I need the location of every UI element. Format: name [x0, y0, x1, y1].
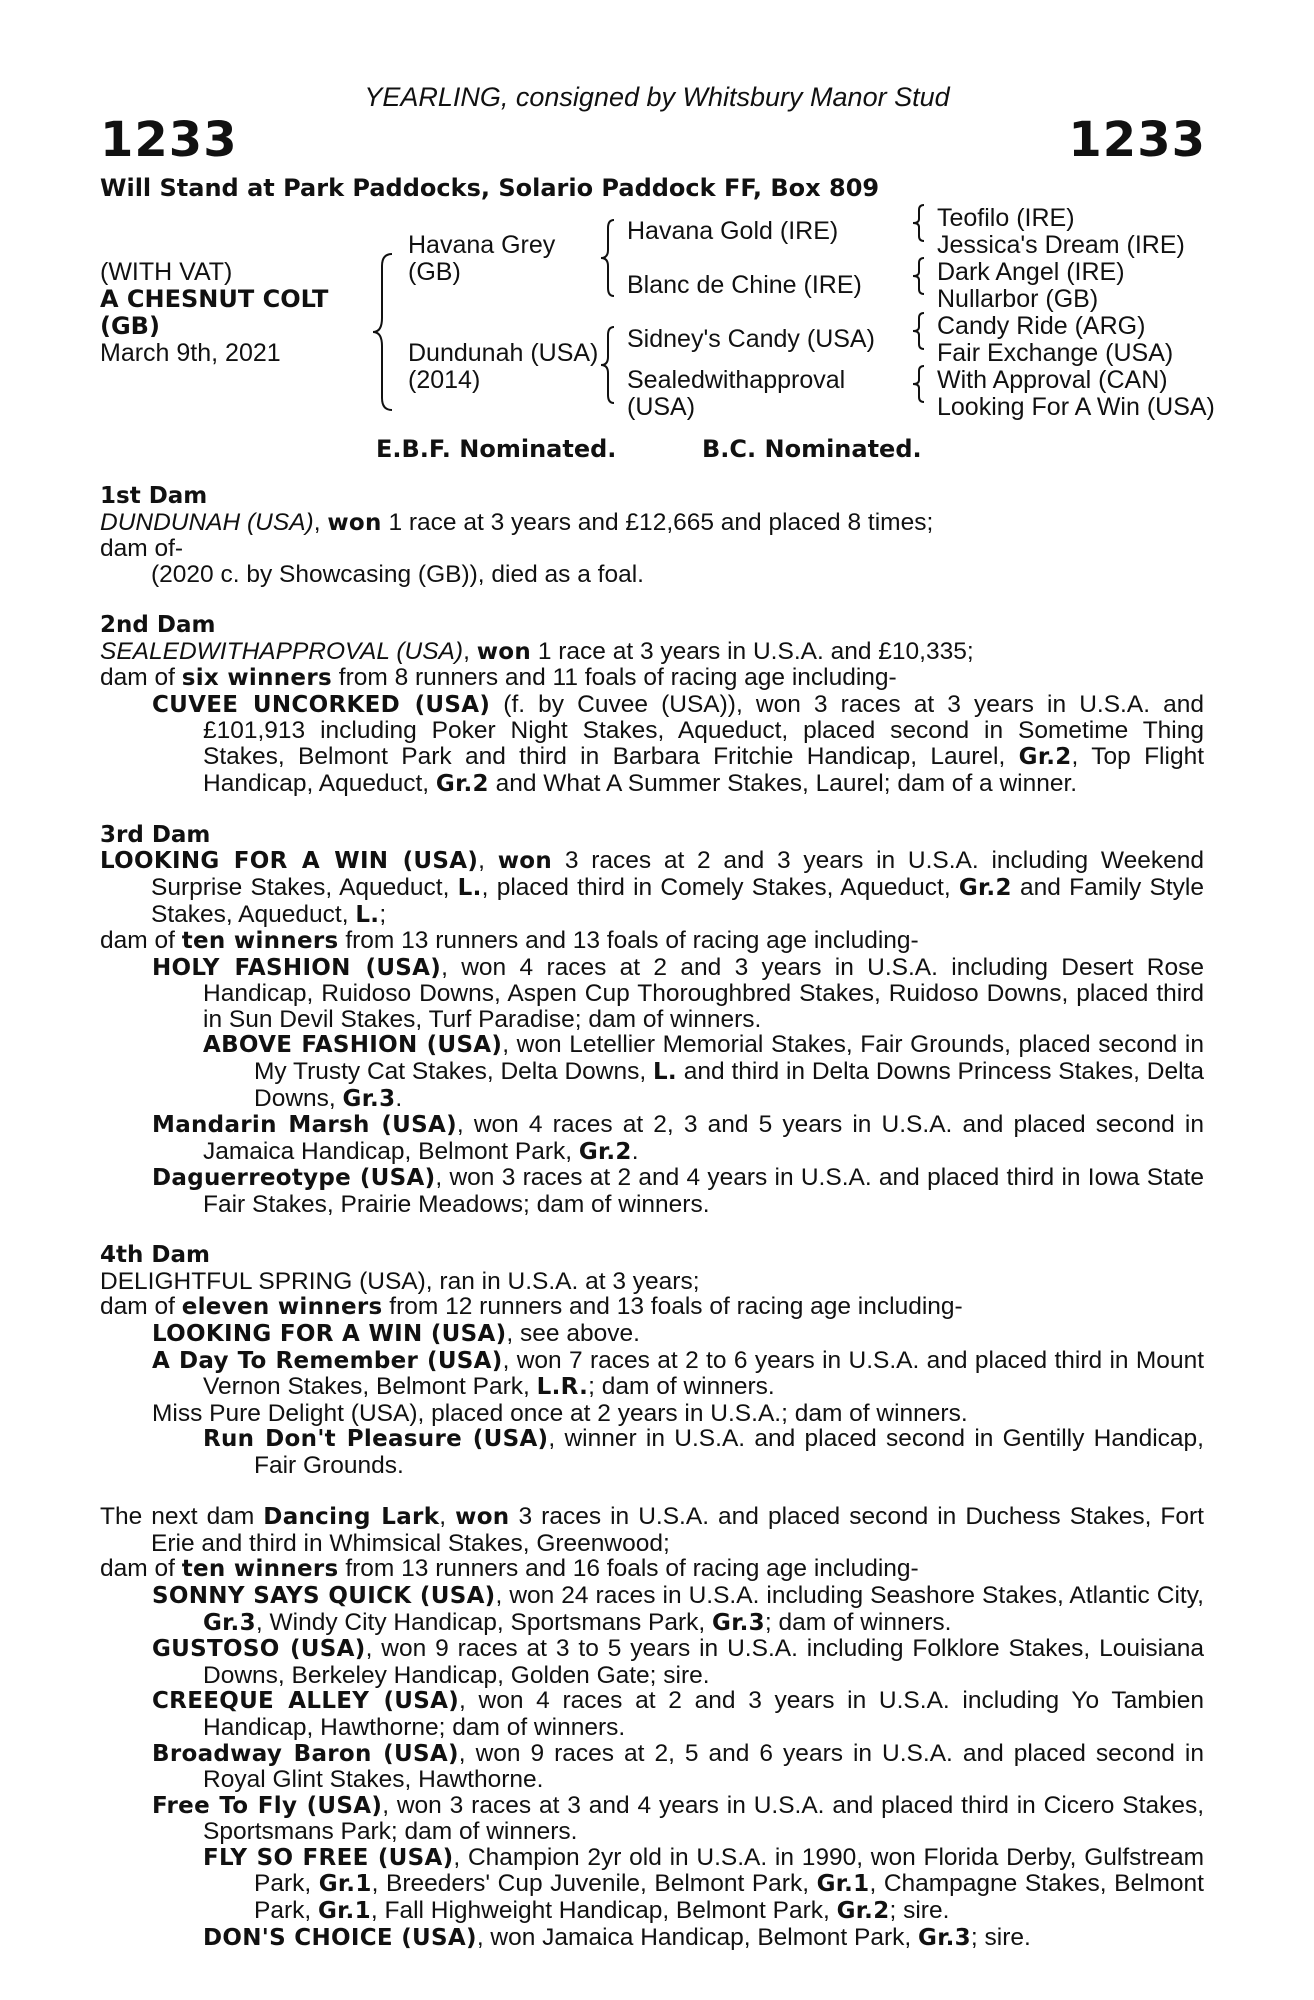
dam-sire: Sidney's Candy (USA)	[627, 325, 875, 353]
third-dam-section: 3rd Dam LOOKING FOR A WIN (USA), won 3 races at 2 and 3 years in U.S.A. including Weekend Surprise Stakes, Aqueduct, L., placed third in Comely Stakes, Aqueduct, Gr.2 and Family Style Stakes, Aqueduct, L.; dam of ten winners from 13 runners and 13 foals of racing age including- HOLY FASHION (USA), won 4 races at 2 and 3 years in U.S.A. including Desert Rose Handicap, Ruidoso Downs, Aspen Cup Thoroughbred Stakes, Ruidoso Downs, placed third in Sun Devil Stakes, Turf Paradise; dam of winners. ABOVE FASHION (USA), won Letellier Memorial Stakes, Fair Grounds, placed second in My Trusty Cat Stakes, Delta Downs, L. and third in Delta Downs Princess Stakes, Delta Downs, Gr.3. Mandarin Marsh (USA), won 4 races at 2, 3 and 5 years in U.S.A. and placed second in Jamaica Handicap, Belmont Park, Gr.2. Daguerreotype (USA), won 3 races at 2 and 4 years in U.S.A. and placed third in Iowa State Fair Stakes, Prairie Meadows; dam of winners.	[100, 821, 1204, 1219]
vat-note: (WITH VAT)	[100, 258, 233, 286]
produce-entry: A Day To Remember (USA), won 7 races at 2 to 6 years in U.S.A. and placed third in Mount Vernon Stakes, Belmont Park, L.R.; dam of winners.	[152, 1346, 1204, 1401]
dss: Candy Ride (ARG)	[937, 312, 1146, 340]
horse-country: (GB)	[100, 312, 160, 340]
grand-produce-entry: DON'S CHOICE (USA), won Jamaica Handicap, Belmont Park, Gr.3; sire.	[203, 1923, 1031, 1951]
lot-number-right: 1233	[1068, 112, 1206, 168]
horse-name: A CHESNUT COLT	[100, 285, 329, 313]
dam-name: SEALEDWITHAPPROVAL (USA)	[100, 637, 464, 665]
produce-entry: SONNY SAYS QUICK (USA), won 24 races in U.S.A. including Seashore Stakes, Atlantic City, Gr.3, Windy City Handicap, Sportsmans Park, Gr.3; dam of winners.	[152, 1581, 1204, 1636]
produce-entry: Daguerreotype (USA), won 3 races at 2 and 4 years in U.S.A. and placed third in Iowa State Fair Stakes, Prairie Meadows; dam of winners.	[152, 1164, 1204, 1219]
grand-produce-entry: ABOVE FASHION (USA), won Letellier Memorial Stakes, Fair Grounds, placed second in My Trusty Cat Stakes, Delta Downs, L. and third in Delta Downs Princess Stakes, Delta Downs, Gr.3.	[203, 1031, 1204, 1112]
ssd: Jessica's Dream (IRE)	[937, 231, 1185, 259]
produce-entry: Free To Fly (USA), won 3 races at 3 and 4 years in U.S.A. and placed third in Cicero Stakes, Sportsmans Park; dam of winners.	[152, 1791, 1205, 1846]
dsd: Fair Exchange (USA)	[937, 339, 1174, 367]
produce-entry: HOLY FASHION (USA), won 4 races at 2 and 3 years in U.S.A. including Desert Rose Handicap, Ruidoso Downs, Aspen Cup Thoroughbred Stakes, Ruidoso Downs, placed third in Sun Devil Stakes, Turf Paradise; dam of winners.	[152, 953, 1204, 1033]
pedigree-brace-dam	[598, 325, 618, 405]
pedigree-brace-sire	[598, 218, 618, 298]
sire-sire: Havana Gold (IRE)	[627, 217, 839, 245]
stand-location: Will Stand at Park Paddocks, Solario Paddock FF, Box 809	[100, 174, 880, 202]
fourth-dam-section: 4th Dam DELIGHTFUL SPRING (USA), ran in U.S.A. at 3 years; dam of eleven winners from 12 runners and 13 foals of racing age including- LOOKING FOR A WIN (USA), see above. A Day To Remember (USA), won 7 races at 2 to 6 years in U.S.A. and placed third in Mount Vernon Stakes, Belmont Park, L.R.; dam of winners. Miss Pure Delight (USA), placed once at 2 years in U.S.A.; dam of winners. Run Don't Pleasure (USA), winner in U.S.A. and placed second in Gentilly Handicap, Fair Grounds.	[100, 1242, 1204, 1479]
dds: With Approval (CAN)	[937, 366, 1168, 394]
grand-produce-entry: Run Don't Pleasure (USA), winner in U.S.A. and placed second in Gentilly Handicap, Fair Grounds.	[203, 1425, 1204, 1479]
section-heading: 4th Dam	[100, 1242, 210, 1269]
brace-dd	[910, 364, 928, 404]
catalogue-body	[100, 484, 1204, 1977]
brace-sd	[910, 256, 928, 296]
dam-year: (2014)	[408, 366, 481, 394]
next-dam-section: The next dam Dancing Lark, won 3 races in U.S.A. and placed second in Duchess Stakes, Fort Erie and third in Whimsical Stakes, Greenwood; dam of ten winners from 13 runners and 16 foals of racing age including- SONNY SAYS QUICK (USA), won 24 races in U.S.A. including Seashore Stakes, Atlantic City, Gr.3, Windy City Handicap, Sportsmans Park, Gr.3; dam of winners. GUSTOSO (USA), won 9 races at 3 to 5 years in U.S.A. including Folklore Stakes, Louisiana Downs, Berkeley Handicap, Golden Gate; sire. CREEQUE ALLEY (USA), won 4 races at 2 and 3 years in U.S.A. including Yo Tambien Handicap, Hawthorne; dam of winners. Broadway Baron (USA), won 9 races at 2, 5 and 6 years in U.S.A. and placed second in Royal Glint Stakes, Hawthorne. Free To Fly (USA), won 3 races at 3 and 4 years in U.S.A. and placed third in Cicero Stakes, Sportsmans Park; dam of winners. FLY SO FREE (USA), Champion 2yr old in U.S.A. in 1990, won Florida Derby, Gulfstream Park, Gr.1, Breeders' Cup Juvenile, Belmont Park, Gr.1, Champagne Stakes, Belmont Park, Gr.1, Fall Highweight Handicap, Belmont Park, Gr.2; sire. DON'S CHOICE (USA), won Jamaica Handicap, Belmont Park, Gr.3; sire.	[100, 1503, 1205, 1951]
sdd: Nullarbor (GB)	[937, 285, 1099, 313]
grand-produce-entry: FLY SO FREE (USA), Champion 2yr old in U.S.A. in 1990, won Florida Derby, Gulfstream Park, Gr.1, Breeders' Cup Juvenile, Belmont Park, Gr.1, Champagne Stakes, Belmont Park, Gr.1, Fall Highweight Handicap, Belmont Park, Gr.2; sire.	[203, 1843, 1205, 1925]
produce-entry: Mandarin Marsh (USA), won 4 races at 2, 3 and 5 years in U.S.A. and placed second in Jamaica Handicap, Belmont Park, Gr.2.	[152, 1111, 1204, 1165]
first-dam-section: 1st Dam DUNDUNAH (USA), won 1 race at 3 years and £12,665 and placed 8 times; dam of- (2020 c. by Showcasing (GB)), died as a foal.	[100, 484, 1204, 587]
dam-name: DUNDUNAH (USA)	[100, 508, 314, 536]
ebf-nomination: E.B.F. Nominated.	[376, 435, 617, 463]
produce-entry: GUSTOSO (USA), won 9 races at 3 to 5 years in U.S.A. including Folklore Stakes, Louisiana Downs, Berkeley Handicap, Golden Gate; sire.	[152, 1635, 1204, 1689]
produce-entry: Broadway Baron (USA), won 9 races at 2, 5 and 6 years in U.S.A. and placed second in Royal Glint Stakes, Hawthorne.	[152, 1739, 1204, 1794]
sds: Dark Angel (IRE)	[937, 258, 1125, 286]
dam-dam: Sealedwithapproval	[627, 366, 846, 394]
produce-entry: Miss Pure Delight (USA), placed once at 2 years in U.S.A.; dam of winners.	[152, 1399, 968, 1427]
sire-dam: Blanc de Chine (IRE)	[627, 271, 862, 299]
produce-entry: LOOKING FOR A WIN (USA), see above.	[152, 1320, 640, 1347]
sire-name: Havana Grey	[408, 231, 556, 259]
produce-entry: CREEQUE ALLEY (USA), won 4 races at 2 and 3 years in U.S.A. including Yo Tambien Handicap, Hawthorne; dam of winners.	[152, 1687, 1204, 1741]
produce-entry: CUVEE UNCORKED (USA) (f. by Cuvee (USA)), won 3 races at 3 years in U.S.A. and £101,913 including Poker Night Stakes, Aqueduct, placed second in Sometime Thing Stakes, Belmont Park and third in Barbara Fritchie Handicap, Laurel, Gr.2, Top Flight Handicap, Aqueduct, Gr.2 and What A Summer Stakes, Laurel; dam of a winner.	[152, 690, 1204, 797]
foaling-date: March 9th, 2021	[100, 339, 281, 367]
bc-nomination: B.C. Nominated.	[702, 435, 922, 463]
sire-country: (GB)	[408, 258, 461, 286]
dam-name: Dundunah (USA)	[408, 339, 599, 367]
section-heading: 1st Dam	[100, 483, 208, 509]
brace-ss	[910, 203, 928, 243]
dam-dam-country: (USA)	[627, 393, 696, 421]
section-heading: 3rd Dam	[100, 821, 211, 848]
lot-number-left: 1233	[100, 112, 238, 168]
ddd: Looking For A Win (USA)	[937, 393, 1215, 421]
second-dam-section: 2nd Dam SEALEDWITHAPPROVAL (USA), won 1 race at 3 years in U.S.A. and £10,335; dam of six winners from 8 runners and 11 foals of racing age including- CUVEE UNCORKED (USA) (f. by Cuvee (USA)), won 3 races at 3 years in U.S.A. and £101,913 including Poker Night Stakes, Aqueduct, placed second in Sometime Thing Stakes, Belmont Park and third in Barbara Fritchie Handicap, Laurel, Gr.2, Top Flight Handicap, Aqueduct, Gr.2 and What A Summer Stakes, Laurel; dam of a winner.	[100, 611, 1204, 797]
section-heading: 2nd Dam	[100, 611, 216, 638]
consignor-line: YEARLING, consigned by Whitsbury Manor Stud	[364, 82, 950, 112]
produce-entry: (2020 c. by Showcasing (GB)), died as a foal.	[151, 560, 644, 588]
sss: Teofilo (IRE)	[937, 204, 1075, 232]
pedigree-brace-main	[370, 252, 396, 412]
brace-ds	[910, 311, 928, 351]
